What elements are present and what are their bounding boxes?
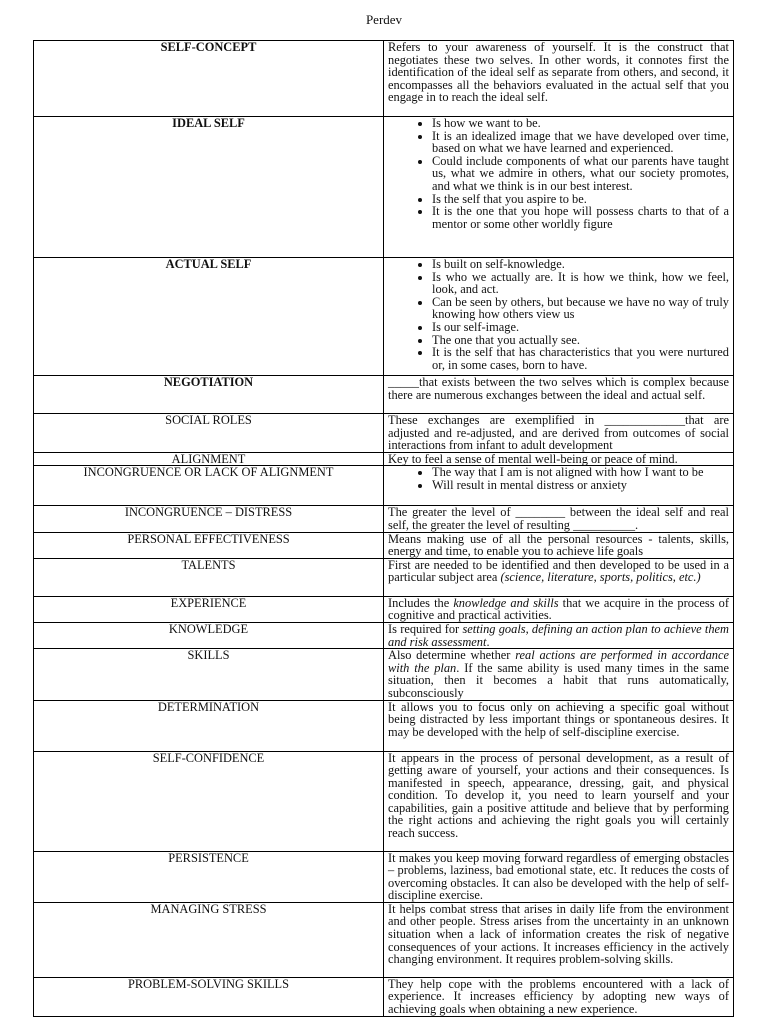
definition-emphasis: real actions are performed in accordance with the plan [388,648,729,675]
term-cell: MANAGING STRESS [34,902,384,977]
term-cell: EXPERIENCE [34,596,384,622]
table-row [34,622,734,648]
definition-cell: It makes you keep moving forward regardless of emerging obstacles – problems, laziness, bad emotional state, etc. It reduces the costs of overcoming obstacles. It can also be developed with the help of self-discipline exercise. [384,851,734,902]
term-cell: TALENTS [34,558,384,596]
list-item: • The way that I am is not aligned with how I want to be [432,466,729,479]
definition-emphasis: knowledge and skills [453,595,559,610]
list-item: • Will result in mental distress or anxiety [432,479,729,492]
table-row [34,376,734,414]
list-item: • Could include components of what our parents have taught us, what we admire in others, what our society promotes, and what we think is in our best interest. [432,155,729,193]
list-item: • Is built on self-knowledge. [432,258,729,271]
term-cell: SELF-CONCEPT [34,41,384,117]
definition-text: First are needed to be identified and then developed to be used in a particular subject area [388,557,729,585]
definition-text: Is required for [388,621,463,636]
list-item: • The one that you actually see. [432,334,729,347]
term-cell: PROBLEM-SOLVING SKILLS [34,977,384,1016]
table-row [34,902,734,977]
term-cell: DETERMINATION [34,700,384,751]
definition-cell: Means making use of all the personal resources - talents, skills, energy and time, to enable you to achieve life goals [384,532,734,558]
definition-cell: Key to feel a sense of mental well-being or peace of mind. [384,452,734,466]
list-item: • It is an idealized image that we have developed over time, based on what we have learned and experienced. [432,130,729,155]
definition-text: . If the same ability is used many times in the same situation, then it becomes a habit that runs automatically, subconsciously [388,660,729,700]
definition-text: that we acquire in the process of cognitive and practical activities. [388,595,729,623]
list-item: • Is our self-image. [432,321,729,334]
table-row [34,452,734,466]
definition-cell: These exchanges are exemplified in _____________that are adjusted and re-adjusted, and are derived from outcomes of social interactions from infant to adult development [384,414,734,453]
table-row [34,700,734,751]
bullet-list [388,466,729,491]
definition-cell [384,649,734,700]
table-row [34,414,734,453]
list-item: • Is who we actually are. It is how we think, how we feel, look, and act. [432,271,729,296]
definition-emphasis: setting goals, defining an action plan to achieve them and risk assessment [388,621,729,649]
list-item: • Is how we want to be. [432,117,729,130]
table-row [34,558,734,596]
definition-cell: It appears in the process of personal development, as a result of getting aware of yourself, your actions and their consequences. Is manifested in speech, appearance, dressing, gait, and physical condition. To develop it, you need to learn yourself and your capabilities, gain a positive attitude and believe that by performing the right actions and achieving the right goals you will certainly reach success. [384,751,734,851]
table-row [34,532,734,558]
definition-emphasis: (science, literature, sports, politics, etc.) [500,570,701,585]
term-cell: PERSONAL EFFECTIVENESS [34,532,384,558]
table-row [34,466,734,506]
list-item: • Is the self that you aspire to be. [432,193,729,206]
list-item: • It is the one that you hope will possess charts to that of a mentor or some other worldly figure [432,205,729,230]
definition-cell [384,117,734,258]
term-cell: SKILLS [34,649,384,700]
definition-cell [384,622,734,648]
table-row [34,977,734,1016]
definition-cell: Refers to your awareness of yourself. It is the construct that negotiates these two selves. In other words, it connotes first the identification of the ideal self as separate from others, and second, it encompasses all the behaviors evaluated in the actual self that you engage in to reach the ideal self. [384,41,734,117]
definition-cell [384,466,734,506]
term-cell: PERSISTENCE [34,851,384,902]
term-cell: INCONGRUENCE OR LACK OF ALIGNMENT [34,466,384,506]
list-item: • Can be seen by others, but because we have no way of truly knowing how others view us [432,296,729,321]
definition-text: Also determine whether [388,648,516,663]
definition-cell: They help cope with the problems encountered with a lack of experience. It increases efficiency by adopting new ways of achieving goals when obtaining a new experience. [384,977,734,1016]
list-item: • It is the self that has characteristics that you were nurtured or, in some cases, born to have. [432,346,729,371]
term-cell: KNOWLEDGE [34,622,384,648]
table-row [34,751,734,851]
bullet-list [388,258,729,371]
table-row [34,596,734,622]
definition-cell: It helps combat stress that arises in daily life from the environment and other people. Stress arises from the uncertainty in an unknown situation when a lack of information creates the risk of negative consequences of your actions. It increases efficiency in the actively changing environment. It requires problem-solving skills. [384,902,734,977]
table-row [34,41,734,117]
definition-cell [384,596,734,622]
term-cell: SELF-CONFIDENCE [34,751,384,851]
term-cell: ALIGNMENT [34,452,384,466]
table-row [34,117,734,258]
definition-text: Includes the [388,595,454,610]
definition-cell: _____that exists between the two selves which is complex because there are numerous exchanges between the ideal and actual self. [384,376,734,414]
concept-table [33,40,734,1017]
definition-cell: It allows you to focus only on achieving a specific goal without being distracted by less important things or spontaneous desires. It may be developed with the help of self-discipline exercise. [384,700,734,751]
term-cell: INCONGRUENCE – DISTRESS [34,506,384,532]
table-row [34,258,734,376]
definition-text: . [486,634,490,649]
term-cell: NEGOTIATION [34,376,384,414]
table-row [34,851,734,902]
definition-cell: The greater the level of ________ between the ideal self and real self, the greater the level of resulting __________. [384,506,734,532]
definition-cell [384,558,734,596]
term-cell: SOCIAL ROLES [34,414,384,453]
table-row [34,649,734,700]
definition-cell [384,258,734,376]
term-cell: ACTUAL SELF [34,258,384,376]
term-cell: IDEAL SELF [34,117,384,258]
bullet-list [388,117,729,230]
table-row [34,506,734,532]
page-header: Perdev [365,12,403,27]
